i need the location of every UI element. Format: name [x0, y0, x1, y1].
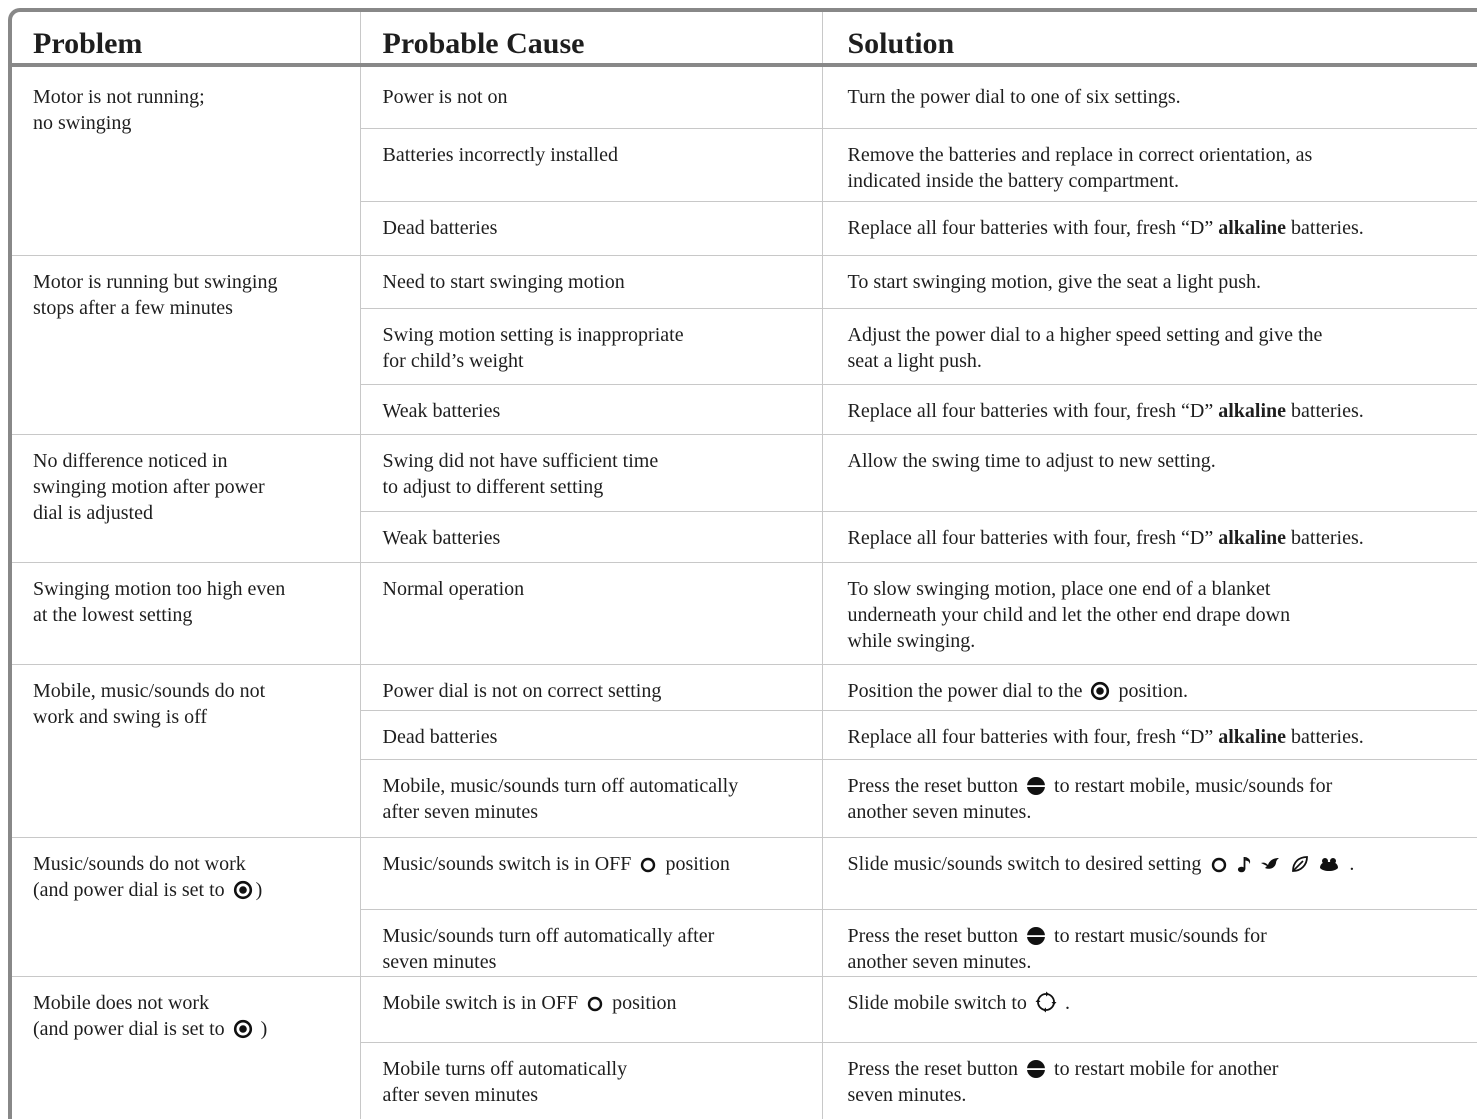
problem-text: Motor is running but swinging stops after a few minutes: [33, 270, 278, 319]
solution-text: Replace all four batteries with four, fresh “D”: [847, 725, 1219, 748]
solution-text: position.: [1113, 679, 1188, 702]
solution-cell: [822, 384, 1477, 434]
column-header-solution: Solution: [822, 12, 1477, 65]
solution-text: Press the reset button: [847, 774, 1024, 797]
solution-cell: [822, 201, 1477, 255]
table-row: [12, 976, 1477, 1042]
solution-cell: [822, 128, 1477, 201]
cause-text: Swing motion setting is inappropriate for child’s weight: [382, 323, 684, 372]
solution-text: to restart music/sounds for another seven minutes.: [847, 924, 1267, 973]
solution-text: Position the power dial to the: [847, 679, 1088, 702]
cause-text: Dead batteries: [382, 216, 498, 239]
power-dial-on-icon: [233, 880, 253, 900]
solution-text: To slow swinging motion, place one end of a blanket underneath your child and let the other end drape down while swinging.: [847, 577, 1291, 652]
power-dial-on-icon: [1090, 681, 1110, 701]
header-row: [12, 12, 1477, 65]
solution-cell: [822, 976, 1477, 1042]
solution-text: Replace all four batteries with four, fresh “D”: [847, 399, 1219, 422]
problem-text: Motor is not running; no swinging: [33, 86, 205, 134]
cause-text: Mobile switch is in OFF: [382, 991, 584, 1014]
cause-text: Power dial is not on correct setting: [382, 679, 662, 702]
table-frame: [8, 8, 1477, 1119]
cause-text: Music/sounds switch is in OFF: [382, 852, 637, 875]
troubleshooting-table: [12, 12, 1477, 1119]
power-dial-on-icon: [233, 1019, 253, 1039]
cause-cell: [360, 201, 822, 255]
solution-text: Press the reset button: [847, 924, 1024, 947]
solution-cell: [822, 710, 1477, 759]
cause-cell: [360, 434, 822, 511]
problem-cell: [12, 255, 360, 434]
solution-cell: [822, 255, 1477, 308]
solution-text: to restart mobile for another seven minutes.: [847, 1057, 1279, 1106]
column-header-problem: Problem: [12, 12, 360, 65]
table-row: [12, 65, 1477, 128]
cause-cell: [360, 710, 822, 759]
solution-text: batteries.: [1286, 526, 1364, 549]
problem-cell: [12, 434, 360, 562]
solution-text: Remove the batteries and replace in correct orientation, as indicated inside the battery compartment.: [847, 143, 1313, 192]
cause-text: Weak batteries: [382, 526, 501, 549]
problem-cell: [12, 837, 360, 976]
cause-cell: [360, 759, 822, 837]
table-row: [12, 434, 1477, 511]
solution-cell: [822, 759, 1477, 837]
cause-text: Mobile turns off automatically after seven minutes: [382, 1057, 628, 1106]
cause-cell: [360, 65, 822, 128]
solution-cell: [822, 909, 1477, 976]
cause-cell: [360, 664, 822, 710]
reset-button-icon: [1026, 1059, 1046, 1079]
cause-cell: [360, 255, 822, 308]
cause-cell: [360, 1042, 822, 1119]
solution-text: .: [1344, 852, 1355, 875]
problem-text: ): [255, 878, 263, 901]
off-icon: [1210, 856, 1228, 874]
solution-cell: [822, 837, 1477, 909]
solution-emphasis: alkaline: [1218, 399, 1287, 422]
cause-text: Dead batteries: [382, 725, 498, 748]
off-icon: [639, 856, 657, 874]
mobile-rotate-icon: [1035, 991, 1057, 1013]
solution-emphasis: alkaline: [1218, 725, 1287, 748]
problem-cell: [12, 664, 360, 837]
solution-emphasis: alkaline: [1218, 526, 1287, 549]
problem-text: No difference noticed in swinging motion after power dial is adjusted: [33, 449, 265, 524]
solution-text: Slide music/sounds switch to desired setting: [847, 852, 1207, 875]
solution-text: Press the reset button: [847, 1057, 1024, 1080]
problem-text: Mobile does not work (and power dial is set to: [33, 991, 225, 1040]
solution-cell: [822, 511, 1477, 562]
cause-text: Power is not on: [382, 86, 508, 108]
problem-text: Swinging motion too high even at the lowest setting: [33, 577, 286, 626]
solution-text: Adjust the power dial to a higher speed setting and give the seat a light push.: [847, 323, 1323, 372]
bird-icon: [1260, 854, 1282, 874]
solution-cell: [822, 664, 1477, 710]
cause-cell: [360, 308, 822, 384]
table-row: [12, 562, 1477, 664]
problem-text: Music/sounds do not work (and power dial is set to: [33, 852, 246, 901]
solution-text: To start swinging motion, give the seat a light push.: [847, 270, 1262, 293]
frog-icon: [1318, 854, 1340, 874]
solution-cell: [822, 562, 1477, 664]
cause-cell: [360, 384, 822, 434]
cause-text: Swing did not have sufficient time to adjust to different setting: [382, 449, 659, 498]
table-row: [12, 255, 1477, 308]
leaf-icon: [1290, 854, 1310, 874]
cause-cell: [360, 837, 822, 909]
problem-cell: [12, 562, 360, 664]
table-row: [12, 664, 1477, 710]
cause-text: Mobile, music/sounds turn off automatically after seven minutes: [382, 774, 739, 823]
problem-text: ): [255, 1017, 268, 1040]
table-row: [12, 837, 1477, 909]
cause-text: Normal operation: [382, 577, 525, 600]
solution-text: Replace all four batteries with four, fresh “D”: [847, 526, 1219, 549]
solution-text: Allow the swing time to adjust to new setting.: [847, 449, 1216, 472]
cause-text: Batteries incorrectly installed: [382, 143, 618, 166]
reset-button-icon: [1026, 926, 1046, 946]
cause-cell: [360, 562, 822, 664]
cause-cell: [360, 511, 822, 562]
solution-text: Turn the power dial to one of six settings.: [847, 86, 1181, 108]
cause-text: position: [607, 991, 677, 1014]
solution-cell: [822, 1042, 1477, 1119]
off-icon: [586, 995, 604, 1013]
solution-cell: [822, 434, 1477, 511]
solution-text: batteries.: [1286, 725, 1364, 748]
solution-cell: [822, 65, 1477, 128]
solution-text: Replace all four batteries with four, fresh “D”: [847, 216, 1219, 239]
reset-button-icon: [1026, 776, 1046, 796]
cause-cell: [360, 128, 822, 201]
cause-cell: [360, 909, 822, 976]
cause-text: Need to start swinging motion: [382, 270, 625, 293]
solution-text: batteries.: [1286, 399, 1364, 422]
solution-emphasis: alkaline: [1218, 216, 1287, 239]
solution-text: .: [1059, 991, 1070, 1014]
cause-text: Weak batteries: [382, 399, 501, 422]
solution-text: to restart mobile, music/sounds for another seven minutes.: [847, 774, 1333, 823]
solution-text: Slide mobile switch to: [847, 991, 1032, 1014]
column-header-cause: Probable Cause: [360, 12, 822, 65]
problem-text: Mobile, music/sounds do not work and swing is off: [33, 679, 266, 728]
problem-cell: [12, 65, 360, 255]
problem-cell: [12, 976, 360, 1119]
cause-text: position: [660, 852, 730, 875]
music-note-icon: [1236, 854, 1252, 874]
solution-cell: [822, 308, 1477, 384]
cause-cell: [360, 976, 822, 1042]
solution-text: batteries.: [1286, 216, 1364, 239]
cause-text: Music/sounds turn off automatically after seven minutes: [382, 924, 715, 973]
